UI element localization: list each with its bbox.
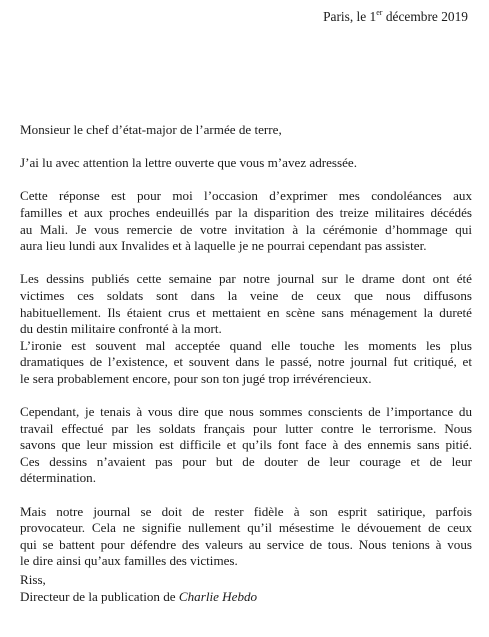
paragraph-line: détermination. — [20, 470, 96, 486]
paragraph-5 — [20, 504, 472, 570]
paragraph-line: le dire ainsi qu’aux familles des victimes. — [20, 553, 238, 569]
date-prefix: Paris, le 1 — [323, 9, 377, 24]
paragraph-line: L’ironie est souvent mal acceptée quand elle touche les moments les plus — [20, 337, 472, 353]
date-ordinal: er — [376, 7, 383, 17]
letter-date — [323, 8, 468, 26]
letter-body — [20, 122, 472, 570]
paragraph-line: provocateur. Cela ne signifie nullement qu’il mésestime le dévouement de ceux — [20, 520, 472, 536]
paragraph-line: familles et aux proches endeuillés par la disparition des treize militaires décédés — [20, 204, 472, 220]
paragraph-line: habituellement. Ils étaient crus et mettaient en scène sans ménagement la dureté — [20, 304, 472, 320]
paragraph-line: J’ai lu avec attention la lettre ouverte que vous m’avez adressée. — [20, 155, 358, 171]
paragraph-line: au Mali. Je vous remercie de votre invitation à la cérémonie d’hommage qui — [20, 221, 472, 237]
paragraph-line: Cette réponse est pour moi l’occasion d’exprimer mes condoléances aux — [20, 188, 472, 204]
paragraph-line: savons que leur mission est difficile et qu’ils font face à des ennemis sans pitié. — [20, 437, 472, 453]
paragraph-line: du destin militaire confronté à la mort. — [20, 321, 222, 337]
signatory-name: Riss, — [20, 572, 46, 587]
signature-block — [20, 571, 257, 605]
paragraph-line: qui se battent pour défendre des valeurs au service de tous. Nous tenions à vous — [20, 536, 472, 552]
salutation — [20, 122, 472, 139]
paragraph-line: dramatiques de l’existence, et souvent dans le passé, notre journal fut critiqué, et — [20, 354, 472, 370]
salutation-line: Monsieur le chef d’état-major de l’armée de terre, — [20, 122, 282, 137]
paragraph-line: Cependant, je tenais à vous dire que nous sommes conscients de l’importance du — [20, 404, 472, 420]
paragraph-line: Mais notre journal se doit de rester fidèle à son esprit satirique, parfois — [20, 503, 472, 519]
paragraph-4 — [20, 404, 472, 487]
paragraph-line: victimes ces soldats sont dans la veine de ceux que nous diffusons — [20, 287, 472, 303]
paragraph-3 — [20, 271, 472, 387]
paragraph-line: Les dessins publiés cette semaine par notre journal sur le drame dont ont été — [20, 271, 472, 287]
paragraph-line: travail effectué par les soldats français pour lutter contre le terrorisme. Nous — [20, 420, 472, 436]
date-suffix: décembre 2019 — [382, 9, 468, 24]
paragraph-1 — [20, 155, 472, 172]
paragraph-line: Ces dessins n’avaient pas pour but de douter de leur courage et de leur — [20, 453, 472, 469]
paragraph-line: le sera probablement encore, pour son ton jugé trop irrévérencieux. — [20, 370, 372, 386]
signatory-role: Directeur de la publication de — [20, 589, 179, 604]
paragraph-line: aura lieu lundi aux Invalides et à laquelle je ne pourrai cependant pas assister. — [20, 238, 427, 254]
paragraph-2 — [20, 188, 472, 254]
publication-name: Charlie Hebdo — [178, 589, 258, 604]
signatory-title — [20, 588, 257, 605]
